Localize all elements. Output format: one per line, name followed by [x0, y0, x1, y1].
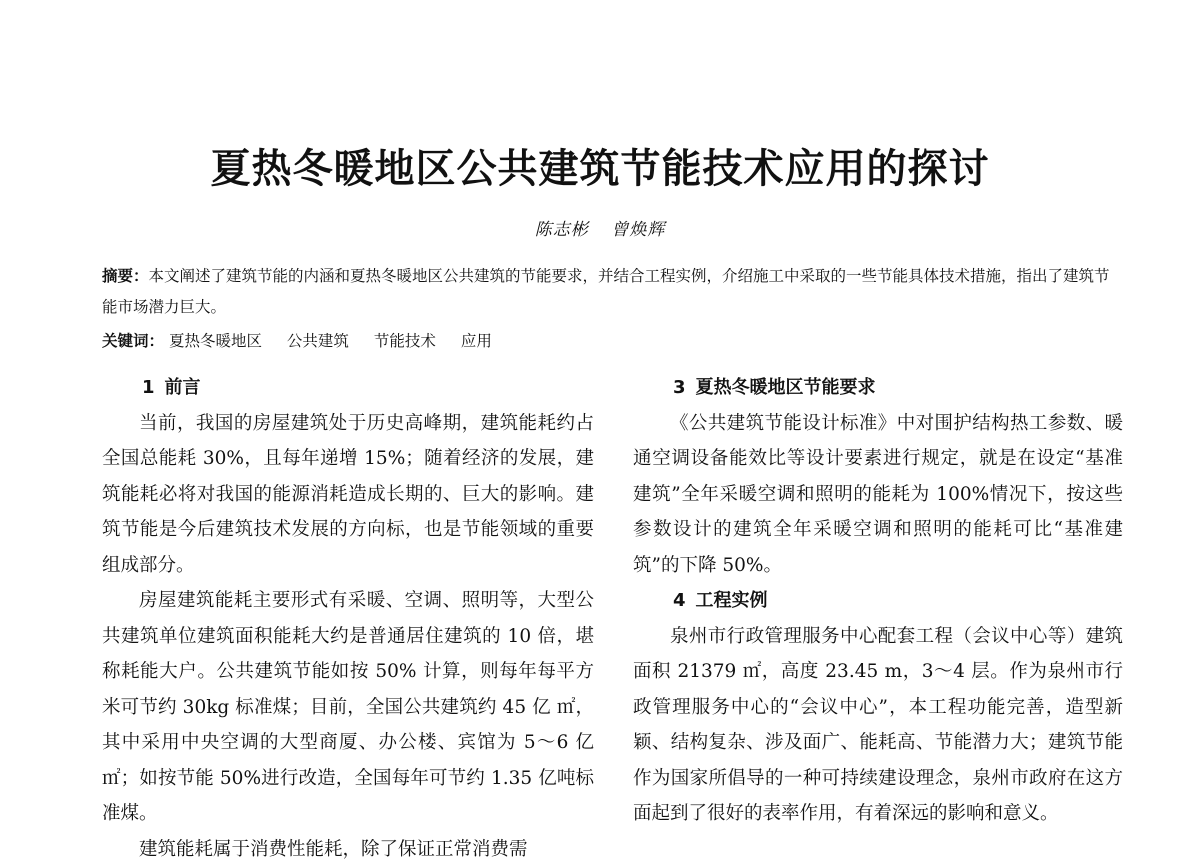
authors: [0, 218, 1200, 242]
keyword-1: 夏热冬暖地区: [169, 332, 262, 350]
section-heading-intro: [102, 370, 594, 406]
author-1: 陈志彬: [535, 220, 589, 240]
author-2: 曾焕辉: [611, 220, 665, 240]
paragraph: 建筑能耗属于消费性能耗，除了保证正常消费需: [102, 832, 594, 867]
keywords: [102, 327, 1120, 355]
left-column: [102, 370, 594, 867]
section-heading-case: [633, 583, 1123, 619]
abstract-label: 摘要：: [102, 267, 149, 285]
right-column: [633, 370, 1123, 832]
keyword-2: 公共建筑: [287, 332, 349, 350]
section-title: 工程实例: [696, 590, 768, 611]
section-heading-requirements: [633, 370, 1123, 406]
abstract: [102, 261, 1120, 323]
keyword-3: 节能技术: [374, 332, 436, 350]
paragraph: 《公共建筑节能设计标准》中对围护结构热工参数、暖通空调设备能效比等设计要素进行规定，就是在设定“基准建筑”全年采暖空调和照明的能耗为 100%情况下，按这些参数设计的建筑全年采暖空调和照明的能耗可比“基准建筑”的下降 50%。: [633, 406, 1123, 584]
paragraph: 当前，我国的房屋建筑处于历史高峰期，建筑能耗约占全国总能耗 30%，且每年递增 15%；随着经济的发展，建筑能耗必将对我国的能源消耗造成长期的、巨大的影响。建筑节能是今后建筑技术发展的方向标，也是节能领域的重要组成部分。: [102, 406, 594, 584]
section-title: 前言: [165, 377, 201, 398]
paper-title: 夏热冬暖地区公共建筑节能技术应用的探讨: [0, 143, 1200, 195]
keyword-4: 应用: [461, 332, 492, 350]
abstract-text: 本文阐述了建筑节能的内涵和夏热冬暖地区公共建筑的节能要求，并结合工程实例，介绍施工中采取的一些节能具体技术措施，指出了建筑节能市场潜力巨大。: [102, 267, 1110, 316]
section-number: 1: [142, 377, 155, 398]
paragraph: 泉州市行政管理服务中心配套工程（会议中心等）建筑面积 21379 ㎡，高度 23.45 m，3～4 层。作为泉州市行政管理服务中心的“会议中心”，本工程功能完善，造型新颖、结构复杂、涉及面广、能耗高、节能潜力大；建筑节能作为国家所倡导的一种可持续建设理念，泉州市政府在这方面起到了很好的表率作用，有着深远的影响和意义。: [633, 619, 1123, 832]
section-number: 3: [673, 377, 686, 398]
paragraph: 房屋建筑能耗主要形式有采暖、空调、照明等，大型公共建筑单位建筑面积能耗大约是普通居住建筑的 10 倍，堪称耗能大户。公共建筑节能如按 50% 计算，则每年每平方米可节约 30kg 标准煤；目前，全国公共建筑约 45 亿 ㎡，其中采用中央空调的大型商厦、办公楼、宾馆为 5～6 亿 ㎡；如按节能 50%进行改造，全国每年可节约 1.35 亿吨标准煤。: [102, 583, 594, 832]
section-title: 夏热冬暖地区节能要求: [696, 377, 876, 398]
keywords-label: 关键词：: [102, 332, 164, 350]
section-number: 4: [673, 590, 686, 611]
